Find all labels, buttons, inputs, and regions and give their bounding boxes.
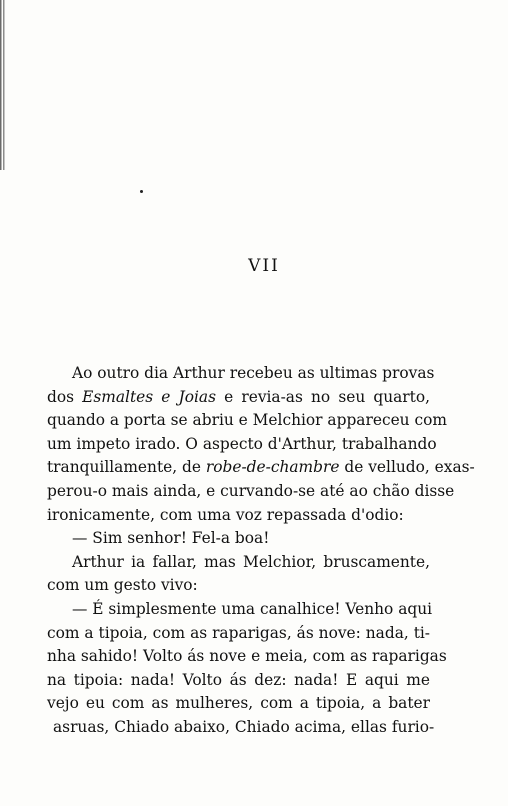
text-line: ironicamente, com uma voz repassada d'odio:: [47, 505, 404, 524]
text-line: vejo eu com as mulheres, com a tipoia, a bater: [47, 694, 430, 713]
chapter-heading: VII: [248, 256, 280, 276]
text-line: tranquillamente, de robe-de-chambre de velludo, exas-: [47, 458, 475, 477]
text-line: na tipoia: nada! Volto ás dez: nada! E aqui me: [47, 670, 430, 689]
page-edge-scan-mark: [0, 0, 6, 170]
text-line: Ao outro dia Arthur recebeu as ultimas provas: [72, 364, 435, 382]
text-line: — É simplesmente uma canalhice! Venho aqui: [72, 599, 433, 618]
italic-phrase: robe-de-chambre: [205, 458, 340, 477]
body-text: [47, 362, 475, 740]
text-line: um impeto irado. O aspecto d'Arthur, trabalhando: [47, 434, 437, 453]
text-line: quando a porta se abriu e Melchior appareceu com: [47, 411, 447, 430]
ink-speck: [140, 190, 143, 193]
text-line: dos Esmaltes e Joias e revia-as no seu quarto,: [47, 387, 431, 406]
text-line: — Sim senhor! Fel-a boa!: [72, 529, 270, 548]
text-line: asruas, Chiado abaixo, Chiado acima, ellas furio-: [53, 717, 435, 736]
text-line: nha sahido! Volto ás nove e meia, com as raparigas: [47, 647, 447, 666]
text-line: Arthur ia fallar, mas Melchior, bruscamente,: [72, 552, 430, 571]
text-line: com um gesto vivo:: [47, 576, 198, 595]
text-line: perou-o mais ainda, e curvando-se até ao chão disse: [47, 481, 455, 500]
italic-title: Esmaltes e Joias: [82, 387, 216, 406]
text-line: com a tipoia, com as raparigas, ás nove: nada, ti-: [47, 623, 430, 642]
